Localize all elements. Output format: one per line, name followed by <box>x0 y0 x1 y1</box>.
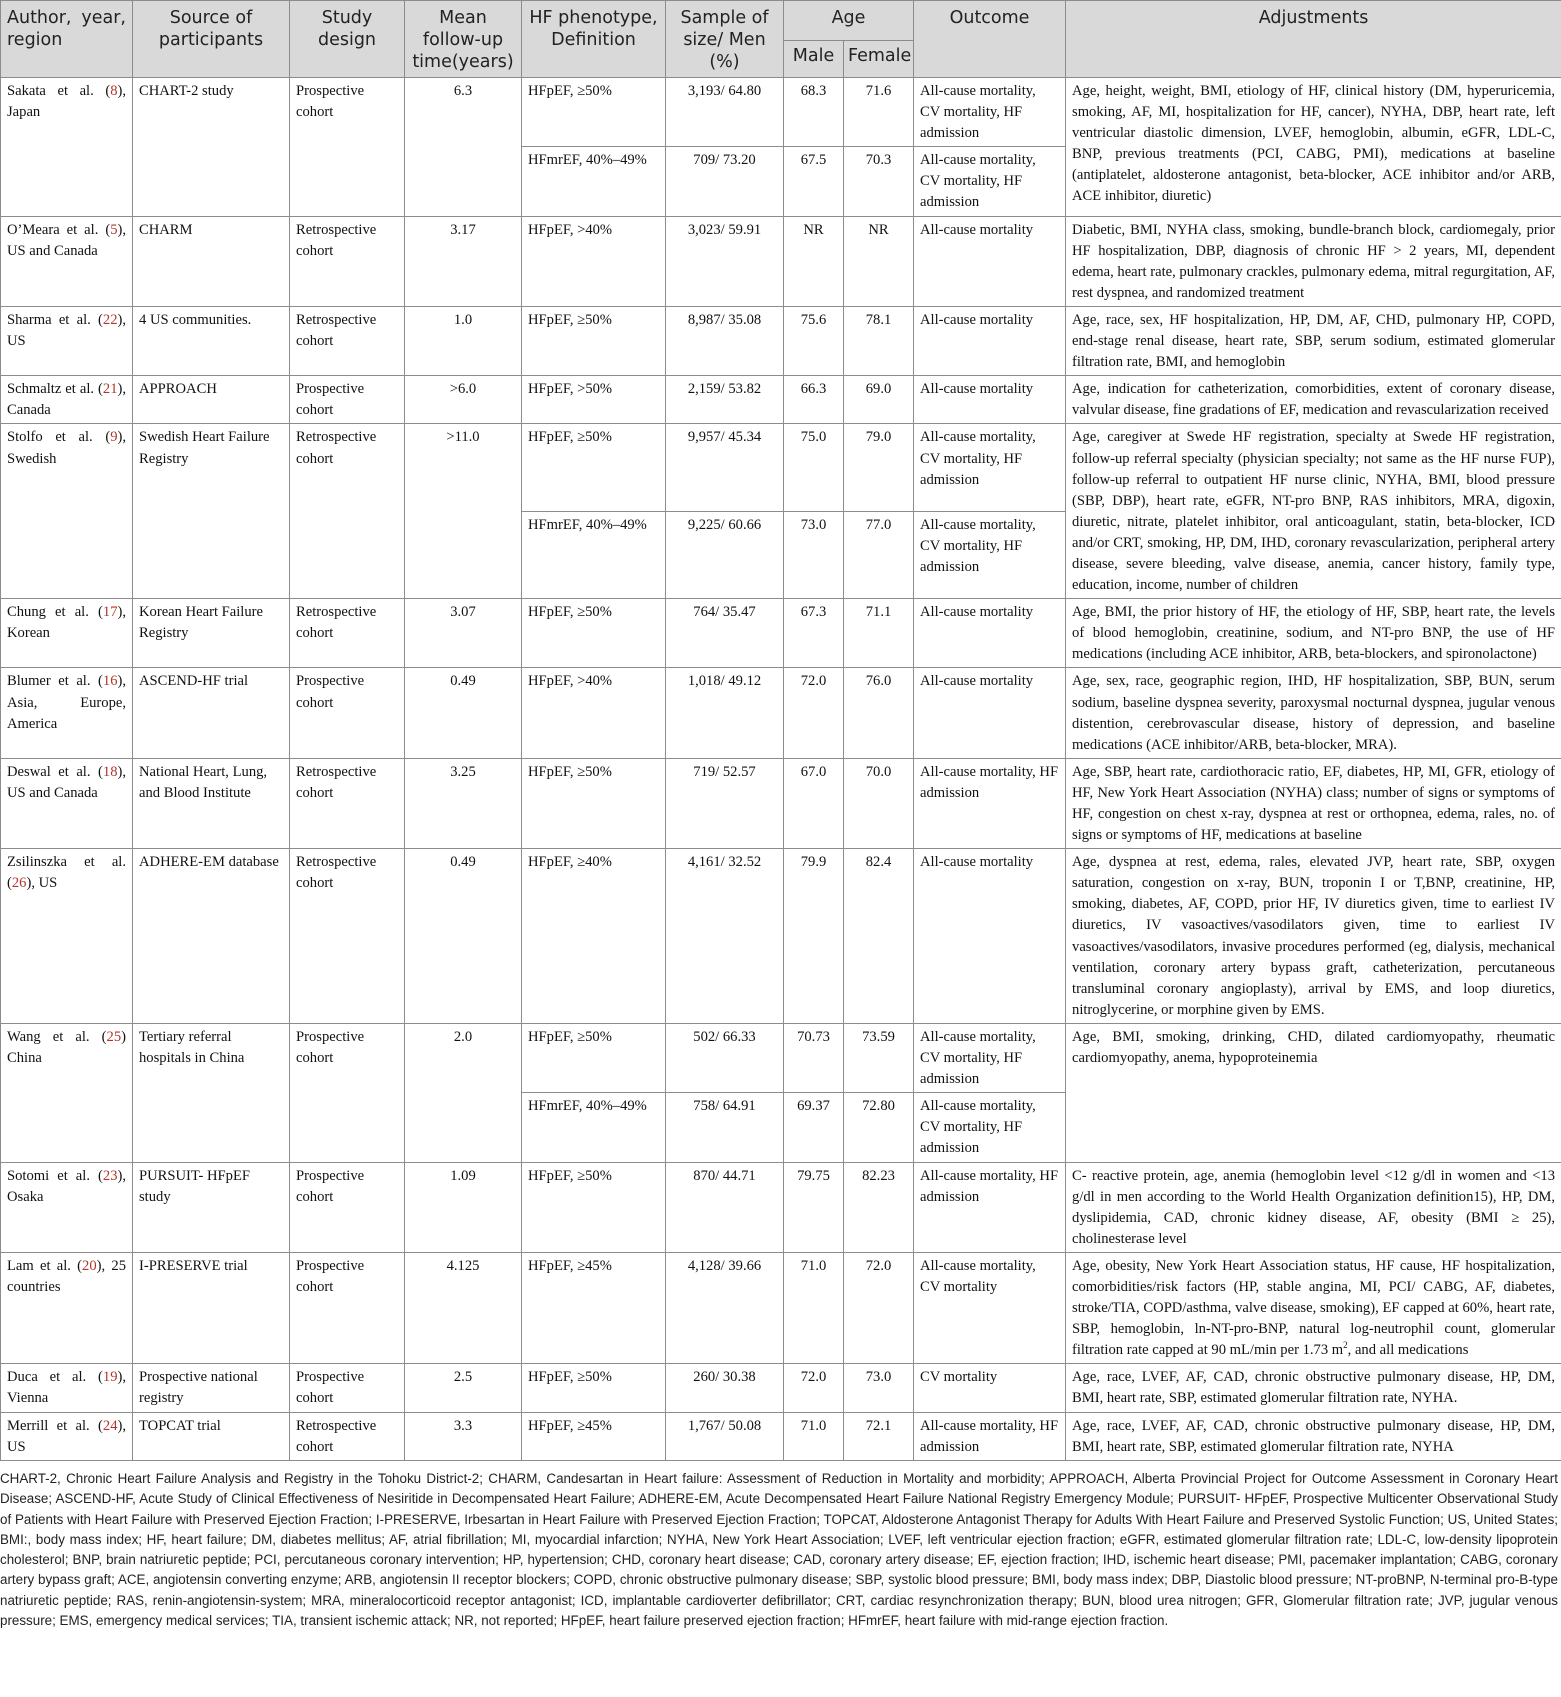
design-cell: Retrospective cohort <box>290 758 405 848</box>
adjustments-cell <box>1066 1023 1561 1162</box>
adjustments-cell <box>1066 1364 1561 1412</box>
outcome-cell: CV mortality <box>914 1364 1066 1412</box>
adjustments-text: Age, height, weight, BMI, etiology of HF, clinical history (DM, hyperuricemia, smoking, AF, MI, hospitalization for HF, cancer), NYHA, DBP, heart rate, left ventricular diastolic dimension, LVEF, hemoglobin, albumin, eGFR, LDL-C, BNP, previous treatments (PCI, CABG, PMI), medications at baseline (antiplatelet, aldosterone antagonist, beta-blocker, ACE inhibitor and/or ARB, ACE inhibitor, diuretic) <box>1072 83 1556 205</box>
adjustments-cell <box>1066 758 1561 848</box>
source-cell: APPROACH <box>133 376 290 424</box>
age-male-cell: 69.37 <box>784 1093 844 1162</box>
author-region: ), US and Canada <box>7 763 126 801</box>
design-cell: Prospective cohort <box>290 1364 405 1412</box>
age-female-cell: 71.6 <box>844 78 914 147</box>
outcome-cell: All-cause mortality, CV mortality, HF admission <box>914 78 1066 147</box>
author-region: ), US <box>26 875 58 892</box>
design-cell: Prospective cohort <box>290 1023 405 1162</box>
adjustments-cell <box>1066 306 1561 375</box>
outcome-cell: All-cause mortality, CV mortality, HF admission <box>914 1093 1066 1162</box>
table-row <box>1 216 1561 306</box>
followup-cell: >11.0 <box>405 424 522 599</box>
table-row <box>1 306 1561 375</box>
followup-cell: 1.09 <box>405 1162 522 1252</box>
outcome-cell: All-cause mortality, HF admission <box>914 1412 1066 1460</box>
outcome-cell: All-cause mortality <box>914 849 1066 1024</box>
source-cell: TOPCAT trial <box>133 1412 290 1460</box>
header-design: Study design <box>290 1 405 78</box>
author-cell <box>1 306 133 375</box>
sample-cell: 260/ 30.38 <box>666 1364 784 1412</box>
author-region: ), Asia, Europe, America <box>7 673 126 732</box>
sample-cell: 3,193/ 64.80 <box>666 78 784 147</box>
citation-ref: 9 <box>110 429 118 446</box>
author-cell <box>1 216 133 306</box>
adjustments-cell <box>1066 424 1561 599</box>
author-region: ), Canada <box>7 381 126 419</box>
phenotype-cell: HFmrEF, 40%–49% <box>522 1093 666 1162</box>
citation-ref: 21 <box>102 381 118 398</box>
age-male-cell: 67.3 <box>784 599 844 668</box>
author-name: Stolfo et al. ( <box>7 429 111 446</box>
outcome-cell: All-cause mortality <box>914 668 1066 758</box>
followup-cell: 3.3 <box>405 1412 522 1460</box>
sample-cell: 2,159/ 53.82 <box>666 376 784 424</box>
phenotype-cell: HFpEF, ≥45% <box>522 1412 666 1460</box>
author-name: Blumer et al. ( <box>7 673 103 690</box>
author-region: ), Osaka <box>7 1167 126 1205</box>
citation-ref: 20 <box>82 1257 97 1274</box>
age-female-cell: 82.4 <box>844 849 914 1024</box>
author-region: ), 25 countries <box>7 1257 126 1295</box>
author-name: Schmaltz et al. ( <box>7 381 103 398</box>
age-male-cell: 73.0 <box>784 511 844 598</box>
age-female-cell: 76.0 <box>844 668 914 758</box>
header-age: Age <box>784 1 914 41</box>
sample-cell: 758/ 64.91 <box>666 1093 784 1162</box>
author-region: ), US <box>7 311 126 350</box>
age-female-cell: 82.23 <box>844 1162 914 1252</box>
header-adjustments: Adjustments <box>1066 1 1561 78</box>
followup-cell: >6.0 <box>405 376 522 424</box>
adjustments-text: Age, BMI, the prior history of HF, the etiology of HF, SBP, heart rate, the levels of blood hemoglobin, creatinine, sodium, and NT-pro BNP, the use of HF medications (including ACE inhibitor, ARB, beta-blockers, and spironolactone) <box>1072 604 1556 663</box>
sample-cell: 4,161/ 32.52 <box>666 849 784 1024</box>
header-followup: Mean follow-up time(years) <box>405 1 522 78</box>
phenotype-cell: HFpEF, >40% <box>522 668 666 758</box>
citation-ref: 18 <box>102 763 118 780</box>
author-region: ), US and Canada <box>7 221 126 259</box>
adjustments-text: Age, race, LVEF, AF, CAD, chronic obstructive pulmonary disease, HP, DM, BMI, heart rate, SBP, estimated glomerular filtration rate, NYHA <box>1072 1417 1556 1455</box>
source-cell: CHARM <box>133 216 290 306</box>
author-cell <box>1 758 133 848</box>
citation-ref: 5 <box>110 221 118 238</box>
source-cell: ADHERE-EM database <box>133 849 290 1024</box>
sample-cell: 9,225/ 60.66 <box>666 511 784 598</box>
table-row <box>1 668 1561 758</box>
source-cell: Swedish Heart Failure Registry <box>133 424 290 599</box>
design-cell: Prospective cohort <box>290 1162 405 1252</box>
outcome-cell: All-cause mortality, CV mortality, HF admission <box>914 147 1066 216</box>
outcome-cell: All-cause mortality, HF admission <box>914 1162 1066 1252</box>
sample-cell: 502/ 66.33 <box>666 1023 784 1092</box>
age-male-cell: 72.0 <box>784 1364 844 1412</box>
header-author: Author, year, region <box>1 1 133 78</box>
author-name: Deswal et al. ( <box>7 763 103 780</box>
phenotype-cell: HFpEF, ≥50% <box>522 424 666 511</box>
author-cell <box>1 849 133 1024</box>
age-male-cell: 79.75 <box>784 1162 844 1252</box>
author-region: ), Japan <box>7 83 126 121</box>
source-cell: I-PRESERVE trial <box>133 1252 290 1363</box>
author-cell <box>1 1364 133 1412</box>
followup-cell: 4.125 <box>405 1252 522 1363</box>
phenotype-cell: HFpEF, ≥45% <box>522 1252 666 1363</box>
author-name: Lam et al. ( <box>7 1257 83 1274</box>
followup-cell: 3.17 <box>405 216 522 306</box>
sample-cell: 4,128/ 39.66 <box>666 1252 784 1363</box>
design-cell: Retrospective cohort <box>290 1412 405 1460</box>
design-cell: Prospective cohort <box>290 1252 405 1363</box>
adjustments-text: Age, caregiver at Swede HF registration, specialty at Swede HF registration, follow-up referral specialty (physician specialty; not same as the HF nurse FUP), follow-up referral to outpatient HF nurse clinic, NYHA, BMI, blood pressure (SBP, DBP), heart rate, eGFR, NT-pro BNP, RAS inhibitors, MRA, digoxin, diuretic, nitrate, platelet inhibitor, oral anticoagulant, statin, beta-blocker, ICD and/or CRT, smoking, HP, DM, IHD, coronary revascularization, peripheral artery disease, severe bleeding, valve disease, anemia, cancer history, family type, education, income, number of children <box>1072 429 1556 594</box>
outcome-cell: All-cause mortality <box>914 599 1066 668</box>
source-cell: PURSUIT- HFpEF study <box>133 1162 290 1252</box>
adjustments-text: Age, obesity, New York Heart Association status, HF cause, HF hospitalization, comorbidities/risk factors (HP, stable angina, MI, PCI/ CABG, AF, diabetes, stroke/TIA, COPD/asthma, valve disease, smoking), EF capped at 60%, heart rate, SBP, hemoglobin, ln-NT-pro-BNP, natural log-neutrophil count, glomerular filtration rate capped at 90 mL/min per 1.73 m <box>1072 1257 1556 1359</box>
citation-ref: 22 <box>102 311 118 328</box>
citation-ref: 26 <box>11 875 27 892</box>
age-female-cell: 77.0 <box>844 511 914 598</box>
age-female-cell: 72.1 <box>844 1412 914 1460</box>
age-female-cell: NR <box>844 216 914 306</box>
design-cell: Retrospective cohort <box>290 216 405 306</box>
citation-ref: 25 <box>106 1028 122 1045</box>
outcome-cell: All-cause mortality <box>914 216 1066 306</box>
header-phenotype: HF phenotype, Definition <box>522 1 666 78</box>
author-name: Sotomi et al. ( <box>7 1167 103 1184</box>
sample-cell: 1,767/ 50.08 <box>666 1412 784 1460</box>
outcome-cell: All-cause mortality, CV mortality <box>914 1252 1066 1363</box>
superscript: 2 <box>1343 1340 1348 1351</box>
header-age-male: Male <box>784 40 844 77</box>
phenotype-cell: HFpEF, ≥50% <box>522 1364 666 1412</box>
table-row <box>1 849 1561 1024</box>
adjustments-cell <box>1066 1252 1561 1363</box>
age-female-cell: 72.0 <box>844 1252 914 1363</box>
adjustments-cell <box>1066 849 1561 1024</box>
author-region: ), Swedish <box>7 429 126 467</box>
age-male-cell: 75.6 <box>784 306 844 375</box>
age-male-cell: 75.0 <box>784 424 844 511</box>
source-cell: 4 US communities. <box>133 306 290 375</box>
age-female-cell: 78.1 <box>844 306 914 375</box>
design-cell: Prospective cohort <box>290 78 405 217</box>
adjustments-text: Age, SBP, heart rate, cardiothoracic ratio, EF, diabetes, HP, MI, GFR, etiology of HF, New York Heart Association (NYHA) class; number of signs or symptoms of HF, congestion on chest x-ray, dyspnea at rest or orthopnea, edema, rales, no. of signs or symptoms of HF, medications at baseline <box>1072 763 1556 844</box>
table-row <box>1 1412 1561 1460</box>
author-name: Zsilinszka et al. ( <box>7 854 126 892</box>
age-female-cell: 69.0 <box>844 376 914 424</box>
table-row <box>1 758 1561 848</box>
design-cell: Retrospective cohort <box>290 306 405 375</box>
outcome-cell: All-cause mortality, HF admission <box>914 758 1066 848</box>
phenotype-cell: HFpEF, ≥50% <box>522 1162 666 1252</box>
table-row <box>1 1162 1561 1252</box>
author-name: Wang et al. ( <box>7 1028 107 1045</box>
adjustments-text-tail: , and all medications <box>1347 1342 1469 1359</box>
adjustments-cell <box>1066 376 1561 424</box>
author-name: Sakata et al. ( <box>7 83 111 99</box>
table-header <box>1 1 1561 78</box>
table-footnote: CHART-2, Chronic Heart Failure Analysis and Registry in the Tohoku District-2; CHARM, Candesartan in Heart failure: Assessment of Reduction in Mortality and morbidity; APPROACH, Alberta Provincial Project for Outcome Assessment in Coronary Heart Disease; ASCEND-HF, Acute Study of Clinical Effectiveness of Nesiritide in Decompensated Heart Failure; ADHERE-EM, Acute Decompensated Heart Failure National Registry Emergency Module; PURSUIT- HFpEF, Prospective Multicenter Observational Study of Patients with Heart Failure with Preserved Ejection Fraction; I-PRESERVE, Irbesartan in Heart Failure with Preserved Ejection Fraction; TOPCAT, Aldosterone Antagonist Therapy for Adults With Heart Failure and Preserved Systolic Function; US, United States; BMI:, body mass index; HF, heart failure; DM, diabetes mellitus; AF, atrial fibrillation; MI, myocardial infarction; NYHA, New York Heart Association; LVEF, left ventricular ejection fraction; eGFR, estimated glomerular filtration rate; LDL-C, low-density lipoprotein cholesterol; BNP, brain natriuretic peptide; PCI, percutaneous coronary intervention; HP, hypertension; CHD, coronary heart disease; CAD, coronary artery disease; EF, ejection fraction; IHD, ischemic heart disease; PMI, pacemaker implantation; CABG, coronary artery bypass graft; ACE, angiotensin converting enzyme; ARB, angiotensin II receptor blockers; COPD, chronic obstructive pulmonary disease; SBP, systolic blood pressure; BMI, body mass index; DBP, Diastolic blood pressure; NT-proBNP, N-terminal pro-B-type natriuretic peptide; RAS, renin-angiotensin-system; MRA, mineralocorticoid receptor antagonist; ICD, implantable cardioverter defibrillator; CRT, cardiac resynchronization therapy; BUN, blood urea nitrogen; GFR, Glomerular filtration rate; JVP, jugular venous pressure; EMS, emergency medical services; TIA, transient ischemic attack; NR, not reported; HFpEF, heart failure preserved ejection fraction; HFmrEF, heart failure with mid-range ejection fraction. <box>0 1471 1558 1628</box>
outcome-cell: All-cause mortality, CV mortality, HF admission <box>914 424 1066 511</box>
header-sample: Sample of size/ Men (%) <box>666 1 784 78</box>
adjustments-text: Age, race, sex, HF hospitalization, HP, DM, AF, CHD, pulmonary HP, COPD, end-stage renal disease, heart rate, SBP, serum sodium, estimated glomerular filtration rate, BMI, and hemoglobin <box>1072 311 1556 371</box>
table-row <box>1 78 1561 147</box>
age-male-cell: 68.3 <box>784 78 844 147</box>
outcome-cell: All-cause mortality <box>914 376 1066 424</box>
phenotype-cell: HFpEF, ≥40% <box>522 849 666 1024</box>
adjustments-text: C- reactive protein, age, anemia (hemoglobin level <12 g/dl in women and <13 g/dl in men according to the World Health Organization definition15), HP, DM, dyslipidemia, CAD, chronic kidney disease, AF, obesity (BMI ≥ 25), cholinesterase level <box>1072 1167 1556 1247</box>
citation-ref: 23 <box>102 1167 118 1184</box>
followup-cell: 0.49 <box>405 849 522 1024</box>
age-male-cell: 66.3 <box>784 376 844 424</box>
citation-ref: 17 <box>102 604 118 621</box>
age-female-cell: 70.3 <box>844 147 914 216</box>
author-cell <box>1 78 133 217</box>
header-outcome: Outcome <box>914 1 1066 78</box>
age-female-cell: 73.59 <box>844 1023 914 1092</box>
author-cell <box>1 668 133 758</box>
age-female-cell: 73.0 <box>844 1364 914 1412</box>
age-male-cell: NR <box>784 216 844 306</box>
design-cell: Retrospective cohort <box>290 424 405 599</box>
outcome-cell: All-cause mortality, CV mortality, HF admission <box>914 1023 1066 1092</box>
outcome-cell: All-cause mortality, CV mortality, HF admission <box>914 511 1066 598</box>
sample-cell: 870/ 44.71 <box>666 1162 784 1252</box>
followup-cell: 3.25 <box>405 758 522 848</box>
source-cell: National Heart, Lung, and Blood Institute <box>133 758 290 848</box>
design-cell: Retrospective cohort <box>290 599 405 668</box>
author-region: ), Korean <box>7 604 126 642</box>
source-cell: Tertiary referral hospitals in China <box>133 1023 290 1162</box>
header-source: Source of participants <box>133 1 290 78</box>
author-name: Sharma et al. ( <box>7 311 103 328</box>
adjustments-cell <box>1066 599 1561 668</box>
table-body <box>1 78 1561 1461</box>
table-row <box>1 376 1561 424</box>
phenotype-cell: HFmrEF, 40%–49% <box>522 147 666 216</box>
source-cell: Prospective national registry <box>133 1364 290 1412</box>
age-male-cell: 67.0 <box>784 758 844 848</box>
table-row <box>1 1364 1561 1412</box>
author-cell <box>1 424 133 599</box>
followup-cell: 6.3 <box>405 78 522 217</box>
adjustments-text: Age, sex, race, geographic region, IHD, HF hospitalization, SBP, BUN, serum sodium, baseline dyspnea severity, paroxysmal nocturnal dyspnea, jugular venous distention, cerebrovascular disease, history of depression, and baseline medications (ACE inhibitor/ARB, beta-blocker, MRA). <box>1072 673 1556 753</box>
author-name: Duca et al. ( <box>7 1369 103 1386</box>
phenotype-cell: HFpEF, ≥50% <box>522 599 666 668</box>
phenotype-cell: HFpEF, ≥50% <box>522 1023 666 1092</box>
design-cell: Prospective cohort <box>290 668 405 758</box>
age-female-cell: 71.1 <box>844 599 914 668</box>
table-row <box>1 424 1561 511</box>
adjustments-cell <box>1066 216 1561 306</box>
table-row <box>1 1252 1561 1363</box>
adjustments-cell <box>1066 668 1561 758</box>
age-male-cell: 70.73 <box>784 1023 844 1092</box>
adjustments-cell <box>1066 1412 1561 1460</box>
source-cell: Korean Heart Failure Registry <box>133 599 290 668</box>
phenotype-cell: HFpEF, ≥50% <box>522 78 666 147</box>
phenotype-cell: HFpEF, >50% <box>522 376 666 424</box>
outcome-cell: All-cause mortality <box>914 306 1066 375</box>
adjustments-text: Diabetic, BMI, NYHA class, smoking, bundle-branch block, cardiomegaly, prior HF hospitalization, DBP, diagnosis of chronic HF > 2 years, MI, dependent edema, heart rate, pulmonary crackles, pulmonary edema, mitral regurgitation, AF, rest dyspnea, and randomized treatment <box>1072 221 1556 301</box>
author-region: ) China <box>7 1028 126 1067</box>
design-cell: Retrospective cohort <box>290 849 405 1024</box>
author-cell <box>1 1162 133 1252</box>
phenotype-cell: HFpEF, ≥50% <box>522 758 666 848</box>
phenotype-cell: HFmrEF, 40%–49% <box>522 511 666 598</box>
age-female-cell: 70.0 <box>844 758 914 848</box>
phenotype-cell: HFpEF, ≥50% <box>522 306 666 375</box>
adjustments-text: Age, dyspnea at rest, edema, rales, elevated JVP, heart rate, SBP, oxygen saturation, congestion on x-ray, BUN, troponin I or T,BNP, creatinine, HP, smoking, diabetes, AF, COPD, prior HF, IV diuretics given, time to earliest IV diuretics, IV vasoactives/vasodilators given, time to earliest IV vasoactives/vasodilators, invasive procedures performed (eg, dialysis, mechanical ventilation, coronary artery bypass graft, catheterization, percutaneous transluminal coronary angioplasty), arrival by EMS, and loop diuretics, nitroglycerine, or morphine given by EMS. <box>1072 854 1556 1018</box>
adjustments-cell <box>1066 78 1561 217</box>
author-region: ), US <box>7 1417 126 1455</box>
sample-cell: 1,018/ 49.12 <box>666 668 784 758</box>
design-cell: Prospective cohort <box>290 376 405 424</box>
citation-ref: 24 <box>102 1417 118 1434</box>
author-region: ), Vienna <box>7 1369 126 1407</box>
author-cell <box>1 599 133 668</box>
author-name: Chung et al. ( <box>7 604 103 621</box>
sample-cell: 709/ 73.20 <box>666 147 784 216</box>
table-row <box>1 599 1561 668</box>
adjustments-text: Age, indication for catheterization, comorbidities, extent of coronary disease, valvular disease, fine gradations of EF, medication and revascularization received <box>1072 381 1556 419</box>
phenotype-cell: HFpEF, >40% <box>522 216 666 306</box>
age-male-cell: 67.5 <box>784 147 844 216</box>
author-name: Merrill et al. ( <box>7 1417 103 1434</box>
source-cell: CHART-2 study <box>133 78 290 217</box>
followup-cell: 0.49 <box>405 668 522 758</box>
followup-cell: 3.07 <box>405 599 522 668</box>
age-male-cell: 72.0 <box>784 668 844 758</box>
sample-cell: 719/ 52.57 <box>666 758 784 848</box>
sample-cell: 3,023/ 59.91 <box>666 216 784 306</box>
followup-cell: 2.5 <box>405 1364 522 1412</box>
sample-cell: 764/ 35.47 <box>666 599 784 668</box>
sample-cell: 9,957/ 45.34 <box>666 424 784 511</box>
author-cell <box>1 376 133 424</box>
adjustments-text: Age, race, LVEF, AF, CAD, chronic obstructive pulmonary disease, HP, DM, BMI, heart rate, SBP, estimated glomerular filtration rate, NYHA. <box>1072 1369 1556 1407</box>
followup-cell: 2.0 <box>405 1023 522 1162</box>
table-row <box>1 1023 1561 1092</box>
source-cell: ASCEND-HF trial <box>133 668 290 758</box>
citation-ref: 16 <box>102 673 118 690</box>
citation-ref: 19 <box>102 1369 118 1386</box>
adjustments-text: Age, BMI, smoking, drinking, CHD, dilated cardiomyopathy, rheumatic cardiomyopathy, anema, hypoproteinemia <box>1072 1028 1556 1067</box>
sample-cell: 8,987/ 35.08 <box>666 306 784 375</box>
author-cell <box>1 1412 133 1460</box>
age-female-cell: 79.0 <box>844 424 914 511</box>
age-male-cell: 79.9 <box>784 849 844 1024</box>
age-female-cell: 72.80 <box>844 1093 914 1162</box>
author-name: O’Meara et al. ( <box>7 221 111 238</box>
author-cell <box>1 1252 133 1363</box>
age-male-cell: 71.0 <box>784 1252 844 1363</box>
followup-cell: 1.0 <box>405 306 522 375</box>
citation-ref: 8 <box>110 83 118 99</box>
adjustments-cell <box>1066 1162 1561 1252</box>
age-male-cell: 71.0 <box>784 1412 844 1460</box>
header-age-female: Female <box>844 40 914 77</box>
author-cell <box>1 1023 133 1162</box>
